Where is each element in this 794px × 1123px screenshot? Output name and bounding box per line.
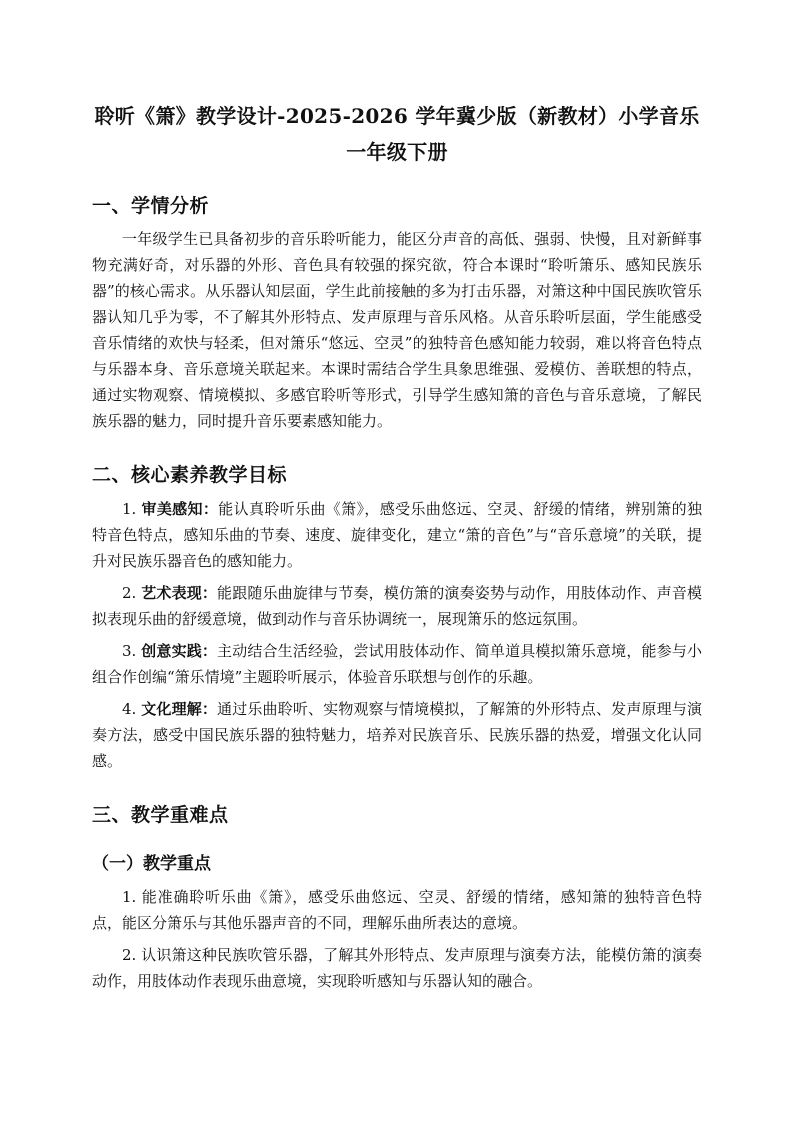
goal-label: 审美感知： xyxy=(141,500,219,518)
goal-item-performance xyxy=(92,580,702,632)
goal-number: 3. xyxy=(122,642,137,660)
key-point-item xyxy=(92,884,702,936)
section-heading-key-difficult-points: 三、教学重难点 xyxy=(92,804,229,826)
document-title xyxy=(92,98,702,170)
goal-item-culture xyxy=(92,696,702,774)
goal-text: 主动结合生活经验，尝试用肢体动作、简单道具模拟箫乐意境，能参与小组合作创编“箫乐情境”主题聆听展示，体验音乐联想与创作的乐趣。 xyxy=(92,642,702,686)
goal-label: 创意实践： xyxy=(141,642,218,660)
goal-number: 4. xyxy=(122,700,137,718)
learner-analysis-paragraph: 一年级学生已具备初步的音乐聆听能力，能区分声音的高低、强弱、快慢，且对新鲜事物充满好奇，对乐器的外形、音色具有较强的探究欲，符合本课时“聆听箫乐、感知民族乐器”的核心需求。从乐器认知层面，学生此前接触的多为打击乐器，对箫这种中国民族吹管乐器认知几乎为零，不了解其外形特点、发声原理与音乐风格。从音乐聆听层面，学生能感受音乐情绪的欢快与轻柔，但对箫乐“悠远、空灵”的独特音色感知能力较弱，难以将音色特点与乐器本身、音乐意境关联起来。本课时需结合学生具象思维强、爱模仿、善联想的特点，通过实物观察、情境模拟、多感官聆听等形式，引导学生感知箫的音色与音乐意境，了解民族乐器的魅力，同时提升音乐要素感知能力。 xyxy=(92,230,702,430)
key-point-item xyxy=(92,942,702,994)
key-point-text: 能准确聆听乐曲《箫》，感受乐曲悠远、空灵、舒缓的情绪，感知箫的独特音色特点，能区分箫乐与其他乐器声音的不同，理解乐曲所表达的意境。 xyxy=(92,888,702,932)
key-point-number: 1. xyxy=(122,888,137,906)
goal-number: 1. xyxy=(122,500,137,518)
goal-text: 能跟随乐曲旋律与节奏，模仿箫的演奏姿势与动作，用肢体动作、声音模拟表现乐曲的舒缓意境，做到动作与音乐协调统一，展现箫乐的悠远氛围。 xyxy=(92,584,702,628)
goal-label: 艺术表现： xyxy=(141,584,218,602)
section-heading-learner-analysis: 一、学情分析 xyxy=(92,195,210,217)
key-point-number: 2. xyxy=(122,946,137,964)
title-line-1: 聆听《箫》教学设计-2025-2026 学年冀少版（新教材）小学音乐 xyxy=(94,104,700,128)
section-heading-teaching-goals: 二、核心素养教学目标 xyxy=(92,464,288,486)
title-line-2: 一年级下册 xyxy=(346,140,448,164)
goal-item-aesthetic xyxy=(92,496,702,574)
goal-item-creative xyxy=(92,638,702,690)
key-point-text: 认识箫这种民族吹管乐器，了解其外形特点、发声原理与演奏方法，能模仿箫的演奏动作，用肢体动作表现乐曲意境，实现聆听感知与乐器认知的融合。 xyxy=(92,946,702,990)
subheading-key-points: （一）教学重点 xyxy=(92,854,211,874)
goal-number: 2. xyxy=(122,584,137,602)
goal-label: 文化理解： xyxy=(141,700,218,718)
goal-text: 能认真聆听乐曲《箫》，感受乐曲悠远、空灵、舒缓的情绪，辨别箫的独特音色特点，感知乐曲的节奏、速度、旋律变化，建立“箫的音色”与“音乐意境”的关联，提升对民族乐器音色的感知能力。 xyxy=(92,500,702,570)
goal-text: 通过乐曲聆听、实物观察与情境模拟，了解箫的外形特点、发声原理与演奏方法，感受中国民族乐器的独特魅力，培养对民族音乐、民族乐器的热爱，增强文化认同感。 xyxy=(92,700,702,770)
